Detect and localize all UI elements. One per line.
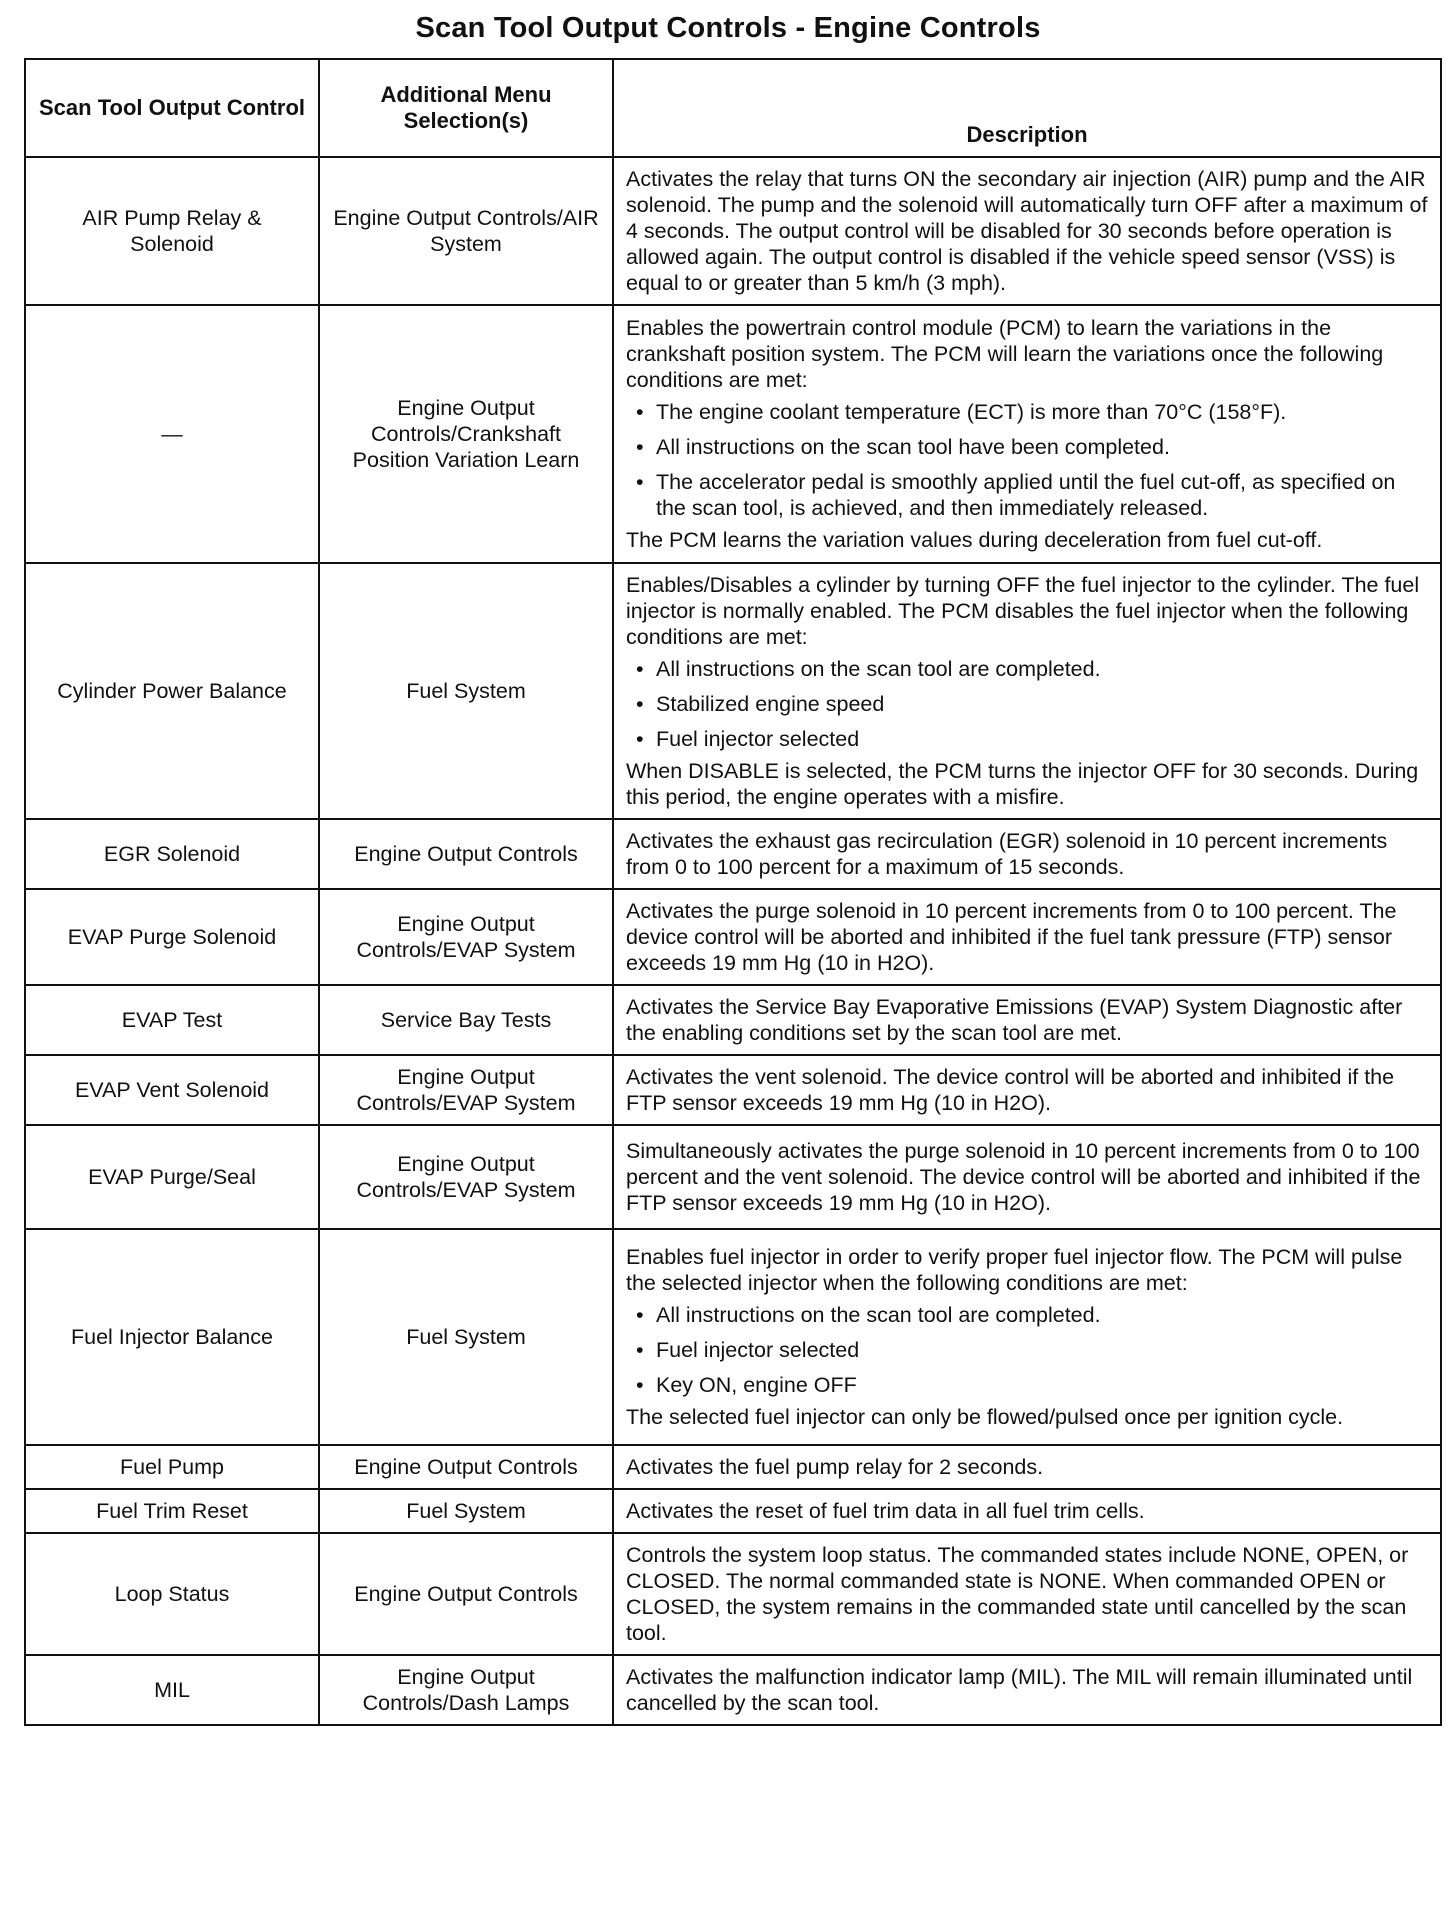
cell-description [613, 1655, 1441, 1725]
description-paragraph: Activates the purge solenoid in 10 percent increments from 0 to 100 percent. The device control will be aborted and inhibited if the fuel tank pressure (FTP) sensor exceeds 19 mm Hg (10 in H2O). [626, 899, 1397, 975]
cell-menu-selection: Fuel System [319, 563, 613, 819]
list-item [636, 1372, 1428, 1398]
list-item-text: Key ON, engine OFF [656, 1373, 857, 1397]
cell-description [613, 1489, 1441, 1533]
description-paragraph: Activates the malfunction indicator lamp (MIL). The MIL will remain illuminated until cancelled by the scan tool. [626, 1665, 1413, 1715]
table-row [25, 1489, 1441, 1533]
cell-description [613, 563, 1441, 819]
description-paragraph: Activates the exhaust gas recirculation (EGR) solenoid in 10 percent increments from 0 to 100 percent for a maximum of 15 seconds. [626, 829, 1388, 879]
list-item [636, 1337, 1428, 1363]
output-controls-table [24, 58, 1442, 1726]
bullet-icon: • [636, 400, 644, 424]
description-paragraph: Enables the powertrain control module (PCM) to learn the variations in the crankshaft position system. The PCM will learn the variations once the following conditions are met: [626, 316, 1384, 392]
table-row [25, 1533, 1441, 1655]
description-paragraph: Activates the Service Bay Evaporative Emissions (EVAP) System Diagnostic after the enabling conditions set by the scan tool are met. [626, 995, 1403, 1045]
cell-output-control: EVAP Vent Solenoid [25, 1055, 319, 1125]
bullet-icon: • [636, 727, 644, 751]
cell-output-control: Fuel Injector Balance [25, 1229, 319, 1445]
cell-output-control: MIL [25, 1655, 319, 1725]
list-item [636, 469, 1428, 521]
cell-menu-selection: Engine Output Controls [319, 1533, 613, 1655]
table-body [25, 157, 1441, 1725]
condition-list [626, 399, 1428, 521]
condition-list [626, 656, 1428, 752]
cell-output-control: Fuel Pump [25, 1445, 319, 1489]
cell-output-control: EVAP Purge Solenoid [25, 889, 319, 985]
cell-menu-selection: Engine Output Controls [319, 819, 613, 889]
bullet-icon: • [636, 1303, 644, 1327]
cell-menu-selection: Engine Output Controls/Crankshaft Position Variation Learn [319, 305, 613, 563]
cell-menu-selection: Fuel System [319, 1229, 613, 1445]
cell-menu-selection: Engine Output Controls/EVAP System [319, 1125, 613, 1229]
cell-menu-selection: Engine Output Controls/EVAP System [319, 1055, 613, 1125]
cell-output-control: EVAP Purge/Seal [25, 1125, 319, 1229]
cell-output-control: Loop Status [25, 1533, 319, 1655]
description-note: When DISABLE is selected, the PCM turns the injector OFF for 30 seconds. During this period, the engine operates with a misfire. [626, 759, 1419, 809]
cell-output-control: Cylinder Power Balance [25, 563, 319, 819]
description-paragraph: Enables fuel injector in order to verify proper fuel injector flow. The PCM will pulse the selected injector when the following conditions are met: [626, 1245, 1403, 1295]
header-additional-menu-selections: Additional Menu Selection(s) [319, 59, 613, 157]
condition-list [626, 1302, 1428, 1398]
list-item [636, 1302, 1428, 1328]
bullet-icon: • [636, 435, 644, 459]
table-row [25, 1125, 1441, 1229]
list-item-text: Fuel injector selected [656, 727, 860, 751]
cell-output-control: AIR Pump Relay & Solenoid [25, 157, 319, 305]
cell-menu-selection: Engine Output Controls [319, 1445, 613, 1489]
cell-menu-selection: Engine Output Controls/EVAP System [319, 889, 613, 985]
list-item-text: The accelerator pedal is smoothly applied until the fuel cut-off, as specified on the scan tool, is achieved, and then immediately released. [656, 470, 1396, 520]
description-paragraph: Controls the system loop status. The commanded states include NONE, OPEN, or CLOSED. The normal commanded state is NONE. When commanded OPEN or CLOSED, the system remains in the commanded state until cancelled by the scan tool. [626, 1543, 1409, 1645]
cell-output-control: EVAP Test [25, 985, 319, 1055]
cell-description [613, 1229, 1441, 1445]
description-paragraph: Activates the vent solenoid. The device control will be aborted and inhibited if the FTP sensor exceeds 19 mm Hg (10 in H2O). [626, 1065, 1395, 1115]
table-row [25, 1445, 1441, 1489]
list-item [636, 656, 1428, 682]
description-paragraph: Activates the reset of fuel trim data in all fuel trim cells. [626, 1499, 1145, 1523]
list-item-text: All instructions on the scan tool are completed. [656, 1303, 1101, 1327]
table-row [25, 985, 1441, 1055]
table-row [25, 1229, 1441, 1445]
table-row [25, 563, 1441, 819]
description-paragraph: Activates the fuel pump relay for 2 seconds. [626, 1455, 1044, 1479]
table-row [25, 157, 1441, 305]
description-paragraph: Enables/Disables a cylinder by turning OFF the fuel injector to the cylinder. The fuel injector is normally enabled. The PCM disables the fuel injector when the following conditions are met: [626, 573, 1420, 649]
cell-description [613, 1533, 1441, 1655]
header-description: Description [613, 59, 1441, 157]
cell-output-control: — [25, 305, 319, 563]
bullet-icon: • [636, 657, 644, 681]
cell-description [613, 985, 1441, 1055]
list-item-text: Fuel injector selected [656, 1338, 860, 1362]
list-item [636, 691, 1428, 717]
bullet-icon: • [636, 470, 644, 494]
cell-menu-selection: Fuel System [319, 1489, 613, 1533]
table-header-row [25, 59, 1441, 157]
header-scan-tool-output-control: Scan Tool Output Control [25, 59, 319, 157]
table-row [25, 1055, 1441, 1125]
cell-output-control: Fuel Trim Reset [25, 1489, 319, 1533]
bullet-icon: • [636, 692, 644, 716]
cell-description [613, 819, 1441, 889]
list-item-text: Stabilized engine speed [656, 692, 885, 716]
list-item-text: The engine coolant temperature (ECT) is more than 70°C (158°F). [656, 400, 1287, 424]
bullet-icon: • [636, 1338, 644, 1362]
page-title: Scan Tool Output Controls - Engine Controls [415, 12, 1041, 44]
list-item-text: All instructions on the scan tool are completed. [656, 657, 1101, 681]
cell-description [613, 305, 1441, 563]
cell-description [613, 157, 1441, 305]
bullet-icon: • [636, 1373, 644, 1397]
table-row [25, 889, 1441, 985]
cell-description [613, 1055, 1441, 1125]
cell-description [613, 889, 1441, 985]
cell-menu-selection: Engine Output Controls/Dash Lamps [319, 1655, 613, 1725]
cell-menu-selection: Service Bay Tests [319, 985, 613, 1055]
cell-menu-selection: Engine Output Controls/AIR System [319, 157, 613, 305]
list-item [636, 726, 1428, 752]
table-row [25, 819, 1441, 889]
description-paragraph: Activates the relay that turns ON the secondary air injection (AIR) pump and the AIR solenoid. The pump and the solenoid will automatically turn OFF after a maximum of 4 seconds. The output control will be disabled for 30 seconds before operation is allowed again. The output control is disabled if the vehicle speed sensor (VSS) is equal to or greater than 5 km/h (3 mph). [626, 167, 1428, 295]
table-row [25, 305, 1441, 563]
list-item-text: All instructions on the scan tool have been completed. [656, 435, 1170, 459]
description-note: The PCM learns the variation values during deceleration from fuel cut-off. [626, 528, 1323, 552]
description-note: The selected fuel injector can only be flowed/pulsed once per ignition cycle. [626, 1405, 1344, 1429]
table-row [25, 1655, 1441, 1725]
list-item [636, 434, 1428, 460]
description-paragraph: Simultaneously activates the purge solenoid in 10 percent increments from 0 to 100 percent and the vent solenoid. The device control will be aborted and inhibited if the FTP sensor exceeds 19 mm Hg (10 in H2O). [626, 1139, 1421, 1215]
list-item [636, 399, 1428, 425]
cell-output-control: EGR Solenoid [25, 819, 319, 889]
cell-description [613, 1125, 1441, 1229]
cell-description [613, 1445, 1441, 1489]
